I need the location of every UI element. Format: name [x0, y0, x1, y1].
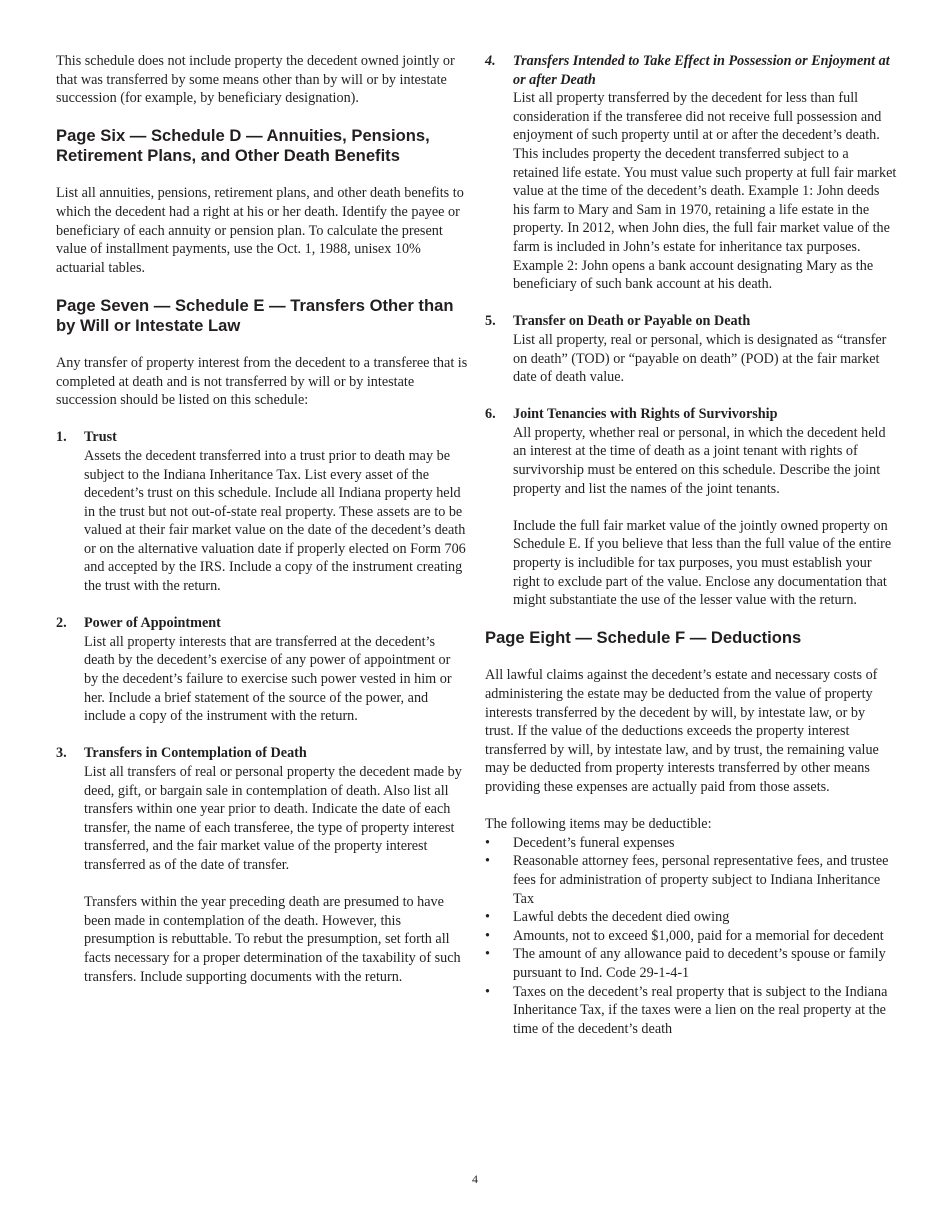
item-number: 1.: [56, 429, 67, 446]
list-item-transfers-at-death: [485, 52, 897, 294]
bullet-icon: •: [485, 853, 490, 870]
bullet-icon: •: [485, 983, 490, 1000]
list-item-text: Lawful debts the decedent died owing: [513, 909, 730, 926]
item-title: Joint Tenancies with Rights of Survivorship: [513, 406, 778, 423]
list-item: [485, 983, 897, 1039]
list-item: [485, 908, 897, 927]
bullet-icon: •: [485, 946, 490, 963]
item-text-continued: Transfers within the year preceding death are presumed to have been made in contemplation of the death. However, this presumption is rebuttable. To rebut the presumption, set forth all facts necessary for a proper determination of the taxability of such transfers. Include supporting documents with the return.: [84, 894, 461, 985]
item-title: Trust: [84, 429, 117, 446]
item-text: All property, whether real or personal, in which the decedent held an interest at the time of death as a joint tenant with rights of survivorship must be entered on this schedule. Describe the joint property and list the names of the joint tenants.: [513, 424, 886, 497]
item-text-continued: Include the full fair market value of the jointly owned property on Schedule E. If you believe that less than the full value of the entire property is includible for tax purposes, you must establish your right to exclude part of the value. Enclose any documentation that might substantiate the use of the lesser value with the return.: [513, 517, 892, 609]
list-item-text: Decedent’s funeral expenses: [513, 834, 675, 851]
schedule-e-intro: Any transfer of property interest from the decedent to a transferee that is completed at death and is not transferred by will or by intestate succession should be listed on this schedule:: [56, 354, 468, 409]
list-item-transfers-contemplation: [56, 744, 468, 986]
item-title: Transfers in Contemplation of Death: [84, 745, 307, 762]
item-number: 2.: [56, 615, 67, 632]
item-text: List all property, real or personal, which is designated as “transfer on death” (TOD) or “payable on death” (POD) at the fair market date of death value.: [513, 331, 887, 386]
schedule-d-heading: Page Six — Schedule D — Annuities, Pensions, Retirement Plans, and Other Death Benefits: [56, 126, 430, 166]
list-item-text: Reasonable attorney fees, personal representative fees, and trustee fees for administration of property subject to Indiana Inheritance Tax: [513, 853, 889, 907]
list-item: [485, 927, 897, 946]
schedule-c-note: This schedule does not include property the decedent owned jointly or that was transferred by some means other than by will or by intestate succession (for example, by beneficiary designation).: [56, 53, 455, 107]
item-title: Transfers Intended to Take Effect in Possession or Enjoyment at or after Death: [513, 53, 890, 88]
item-number: 4.: [485, 53, 496, 69]
list-item-power-of-appointment: [56, 614, 468, 726]
right-column: [485, 52, 897, 1038]
bullet-icon: •: [485, 834, 490, 851]
list-item: [485, 852, 897, 908]
left-column: [56, 52, 468, 1005]
list-item-joint-tenancies: [485, 405, 897, 610]
item-title: Power of Appointment: [84, 615, 221, 632]
item-title: Transfer on Death or Payable on Death: [513, 313, 751, 330]
item-number: 3.: [56, 745, 67, 762]
schedule-f-text: All lawful claims against the decedent’s estate and necessary costs of administering the estate may be deducted from the value of property interests transferred by the decedent by will, by intestate law, or by trust. If the value of the deductions exceeds the property interest transferred by will, by intestate law, and by trust, the remaining value may be deducted from property interests transferred by other means providing these expenses are actually paid from those assets.: [485, 667, 879, 795]
item-number: 6.: [485, 406, 496, 423]
list-item-text: Amounts, not to exceed $1,000, paid for a memorial for decedent: [513, 927, 884, 944]
list-item-transfer-on-death: [485, 312, 897, 386]
item-text: List all property transferred by the decedent for less than full consideration if the transferee did not receive full possession and enjoyment of such property until at or after the decedent’s death. This includes property the decedent transferred subject to a retained life estate. You must value such property at full fair market value at the time of the decedent’s death. Example 1: John deeds his farm to Mary and Sam in 1970, retaining a life estate in the property. In 2012, when John dies, the full fair market value of the farm is included in John’s estate for inheritance tax purposes. Example 2: John opens a bank account designating Mary as the beneficiary of such bank account at his death.: [513, 90, 897, 293]
item-number: 5.: [485, 313, 496, 330]
item-text: List all transfers of real or personal property the decedent made by deed, gift, or bargain sale in contemplation of death. Also list all transfers within one year prior to death. Indicate the date of each transfer, the name of each transferee, the type of property interest transferred, and the fair market value of the property interest transferred as of the date of transfer.: [84, 764, 462, 873]
list-item-text: The amount of any allowance paid to decedent’s spouse or family pursuant to Ind. Code 29-1-4-1: [513, 946, 886, 981]
bullet-icon: •: [485, 909, 490, 926]
page-number: 4: [472, 1172, 478, 1186]
list-item-trust: [56, 428, 468, 595]
schedule-f-heading: Page Eight — Schedule F — Deductions: [485, 628, 802, 648]
deductible-items-intro: The following items may be deductible:: [485, 816, 712, 833]
item-text: Assets the decedent transferred into a trust prior to death may be subject to the Indiana Inheritance Tax. List every asset of the decedent’s trust on this schedule. Include all Indiana property held in the trust but not out-of-state real property. These assets are to be valued at their fair market value on the date of the decedent’s death or on the alternative valuation date if properly elected on Form 706 and accepted by the IRS. Include a copy of the instrument creating the trust with the return.: [84, 447, 466, 595]
item-text: List all property interests that are transferred at the decedent’s death by the decedent’s exercise of any power of appointment or by the decedent’s failure to exercise such power vested in him or her. Include a brief statement of the source of the power, and include a copy of the instrument with the return.: [84, 633, 452, 725]
deductible-items-list: [485, 834, 897, 1039]
bullet-icon: •: [485, 927, 490, 944]
schedule-e-heading: Page Seven — Schedule E — Transfers Other than by Will or Intestate Law: [56, 295, 454, 335]
list-item-text: Taxes on the decedent’s real property that is subject to the Indiana Inheritance Tax, if the taxes were a lien on the real property at the time of the decedent’s death: [513, 983, 888, 1037]
list-item: [485, 834, 897, 853]
schedule-d-text: List all annuities, pensions, retirement plans, and other death benefits to which the decedent had a right at his or her death. Identify the payee or beneficiary of each annuity or pension plan. To calculate the present value of installment payments, use the Oct. 1, 1988, unisex 10% actuarial tables.: [56, 185, 464, 276]
list-item: [485, 945, 897, 982]
